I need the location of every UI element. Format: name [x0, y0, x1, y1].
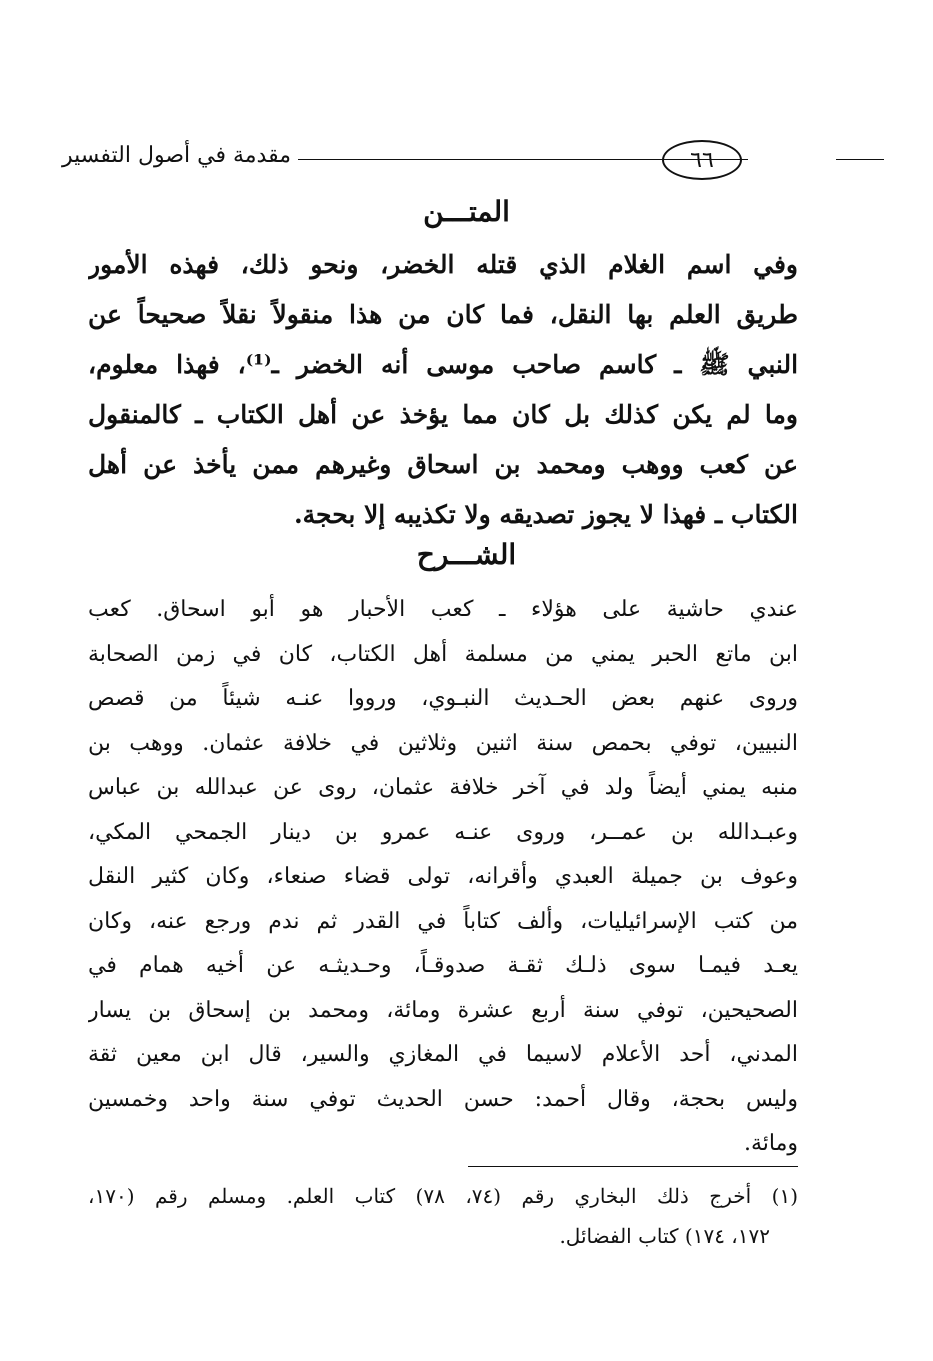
matn-heading: المتـــن	[423, 195, 510, 228]
sharh-line: عندي حاشية على هؤلاء ـ كعب الأحبار هو أبو اسحاق. كعب	[88, 597, 798, 622]
matn-line: وما لم يكن كذلك بل كان مما يؤخذ عن أهل الكتاب ـ كالمنقول	[88, 400, 798, 429]
book-title: مقدمة في أصول التفسير	[62, 143, 292, 168]
sharh-heading: الشـــرح	[416, 538, 517, 571]
matn-line: الكتاب ـ فهذا لا يجوز تصديقه ولا تكذيبه إلا بحجة.	[293, 500, 798, 529]
sharh-line: وروى عنهم بعض الحـديث النبـوي، ورووا عنـه شيئاً من قصص	[88, 686, 798, 711]
sharh-line: يعـد فيمـا سوى ذلـك ثقـة صدوقـاً، وحـديثـه عن أخيه همام في	[88, 953, 798, 978]
sharh-line: وعوف بن جميلة العبدي وأقرانه، تولى قضاء صنعاء، وكان كثير النقل	[88, 864, 798, 889]
matn-line: عن كعب ووهب ومحمد بن اسحاق وغيرهم ممن يأخذ عن أهل	[88, 450, 798, 479]
matn-line: طريق العلم بها النقل، فما كان من هذا منقولاً نقلاً صحيحاً عن	[88, 300, 798, 329]
sharh-line: ومائة.	[743, 1131, 798, 1156]
sharh-text	[88, 588, 798, 1167]
footnote-separator	[468, 1166, 798, 1167]
matn-line: وفي اسم الغلام الذي قتله الخضر، ونحو ذلك، فهذه الأمور	[88, 250, 798, 279]
footnote	[88, 1176, 798, 1256]
footnote-line: (١) أخرج ذلك البخاري رقم (٧٤، ٧٨) كتاب العلم. ومسلم رقم (١٧٠،	[88, 1184, 798, 1208]
sharh-line: وعبـدالله بن عمــر، وروى عنـه عمرو بن دينار الجمحي المكي،	[88, 819, 798, 845]
sharh-line: من كتب الإسرائيليات، وألف كتاباً في القدر ثم ندم ورجع عنه، وكان	[88, 908, 798, 934]
sharh-line: النبيين، توفي بحمص سنة اثنين وثلاثين في خلافة عثمان. ووهب بن	[88, 730, 798, 756]
sharh-line: وليس بحجة، وقال أحمد: حسن الحديث توفي سنة واحد وخمسين	[88, 1086, 798, 1112]
sharh-line: ابن ماتع الحبر يمني من مسلمة أهل الكتاب، كان في زمن الصحابة	[88, 641, 798, 667]
page-number-text: ٦٦	[690, 147, 714, 173]
sharh-line: المدني، أحد الأعلام لاسيما في المغازي والسير، قال ابن معين ثقة	[88, 1042, 798, 1067]
matn-text	[88, 240, 798, 540]
page-number	[662, 140, 742, 180]
sharh-line: منبه يمني أيضاً ولد في آخر خلافة عثمان، روى عن عبدالله بن عباس	[88, 775, 798, 800]
footnote-line: ١٧٢، ١٧٤) كتاب الفضائل.	[559, 1224, 770, 1248]
header-rule-right	[836, 159, 884, 160]
matn-line: النبي ﷺ ـ كاسم صاحب موسى أنه الخضر ـ⁽¹⁾، فهذا معلوم،	[88, 350, 798, 379]
sharh-line: الصحيحين، توفي سنة أربع عشرة ومائة، ومحمد بن إسحاق بن يسار	[88, 997, 798, 1023]
